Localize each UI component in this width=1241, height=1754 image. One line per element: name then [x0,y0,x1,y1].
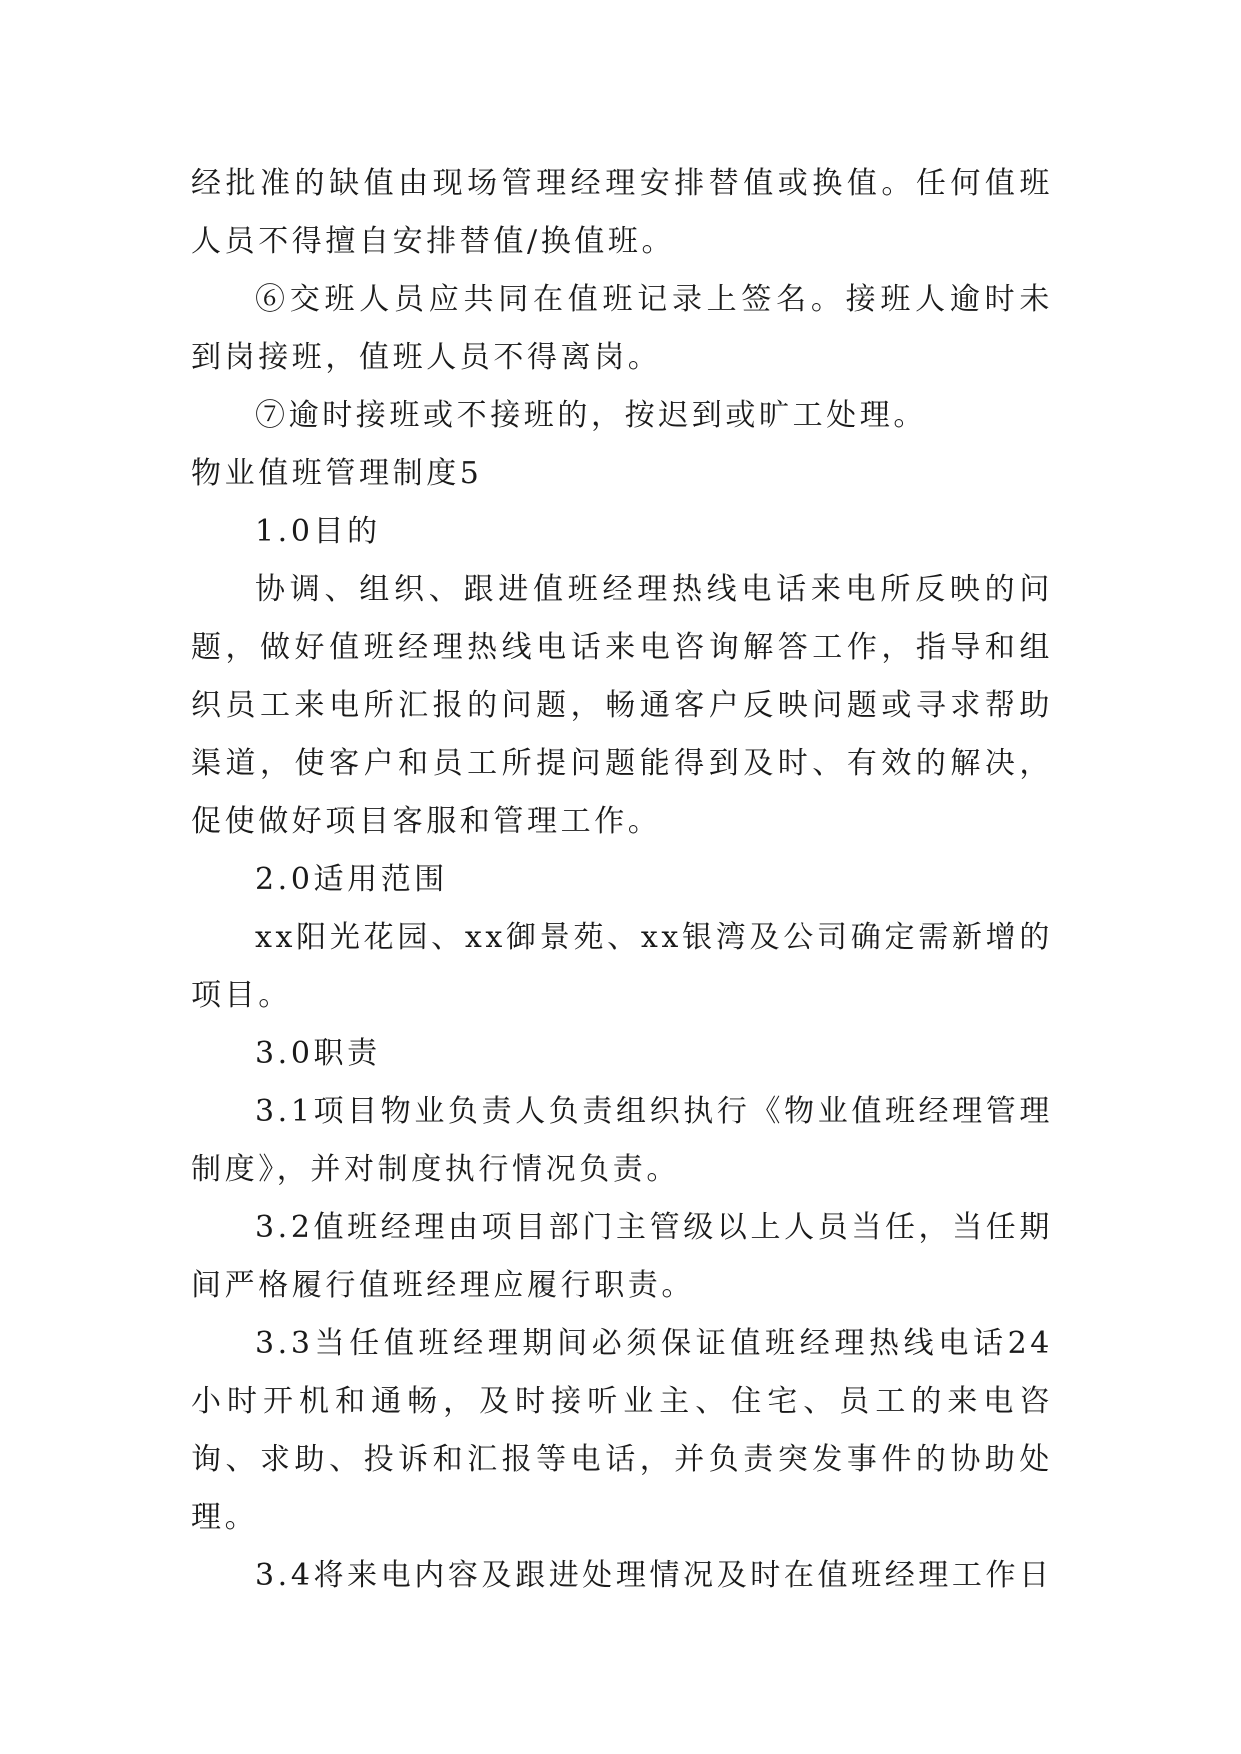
paragraph-shift-replacement: 经批准的缺值由现场管理经理安排替值或换值。任何值班人员不得擅自安排替值/换值班。 [191,166,1053,259]
document-body [191,155,1053,1605]
paragraph-duty-3-2: 3.2值班经理由项目部门主管级以上人员当任，当任期间严格履行值班经理应履行职责。 [191,1210,1053,1303]
paragraph-late-handover: ⑦逾时接班或不接班的，按迟到或旷工处理。 [255,398,927,433]
heading-scope: 2.0适用范围 [255,862,448,897]
paragraph-purpose: 协调、组织、跟进值班经理热线电话来电所反映的问题，做好值班经理热线电话来电咨询解答工作，指导和组织员工来电所汇报的问题，畅通客户反映问题或寻求帮助渠道，使客户和员工所提问题能得到及时、有效的解决，促使做好项目客服和管理工作。 [191,572,1053,839]
paragraph-duty-3-3: 3.3当任值班经理期间必须保证值班经理热线电话24小时开机和通畅，及时接听业主、住宅、员工的来电咨询、求助、投诉和汇报等电话，并负责突发事件的协助处理。 [191,1326,1053,1535]
paragraph-duty-3-1: 3.1项目物业负责人负责组织执行《物业值班经理管理制度》，并对制度执行情况负责。 [191,1094,1053,1187]
heading-duties: 3.0职责 [255,1036,381,1071]
paragraph-handover-signing: ⑥交班人员应共同在值班记录上签名。接班人逾时未到岗接班，值班人员不得离岗。 [191,282,1053,375]
section-title: 物业值班管理制度5 [191,456,483,491]
heading-purpose: 1.0目的 [255,514,381,549]
paragraph-scope: xx阳光花园、xx御景苑、xx银湾及公司确定需新增的项目。 [191,920,1053,1013]
paragraph-duty-3-4: 3.4将来电内容及跟进处理情况及时在值班经理工作日 [255,1558,1053,1593]
